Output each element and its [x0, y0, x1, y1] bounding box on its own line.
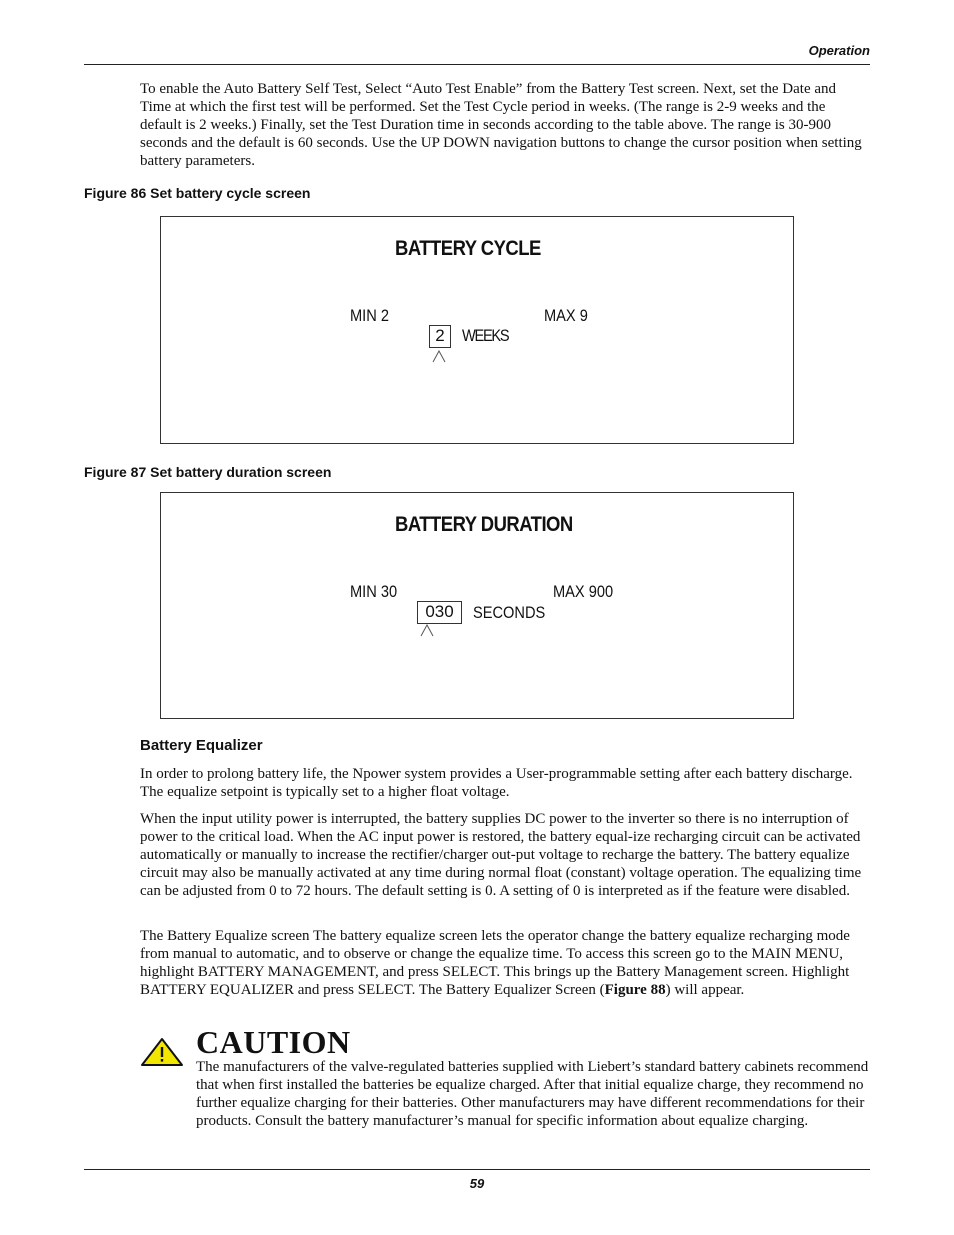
- max-label: MAX 900: [553, 582, 614, 601]
- seconds-value-field[interactable]: 030: [417, 601, 462, 624]
- cursor-caret-icon: [432, 350, 446, 363]
- warning-triangle-icon: [140, 1037, 184, 1067]
- section-heading: Battery Equalizer: [140, 737, 263, 754]
- min-label: MIN 2: [350, 306, 389, 325]
- weeks-value-field[interactable]: 2: [429, 325, 451, 348]
- battery-cycle-screen: [160, 216, 794, 444]
- unit-label: WEEKS: [462, 326, 509, 345]
- page-number: 59: [469, 1176, 485, 1191]
- paragraph-text: [140, 927, 870, 999]
- screen-title: BATTERY DURATION: [395, 513, 573, 536]
- paragraph-text: In order to prolong battery life, the Npower system provides a User-programmable setting after each battery discharge. The equalize setpoint is typically set to a higher float voltage.: [140, 766, 853, 800]
- caution-title: CAUTION: [196, 1024, 351, 1060]
- screen-title: BATTERY CYCLE: [395, 237, 541, 260]
- figure-87-caption: Figure 87 Set battery duration screen: [84, 464, 332, 480]
- paragraph-start: The Battery Equalize screen The battery equalize screen lets the operator change the battery equalize recharging mode from manual to automatic, and to observe or change the equalize time. To access this screen go to the MAIN MENU, highlight BATTERY MANAGEMENT, and press SELECT. This brings up the Battery Management screen. Highlight BATTERY EQUALIZER and press SELECT. The Battery Equalizer Screen (: [140, 928, 850, 998]
- header-rule: [84, 64, 870, 65]
- section-paragraph-1: [140, 765, 870, 801]
- battery-duration-screen: [160, 492, 794, 719]
- cursor-caret-icon: [420, 624, 434, 637]
- unit-label: SECONDS: [473, 603, 546, 622]
- paragraph-text: When the input utility power is interrupted, the battery supplies DC power to the inverter so there is no interruption of power to the critical load. When the AC input power is restored, the battery equal-ize recharging circuit can be activated automatically or manually to increase the rectifier/charger out-put voltage to recharge the battery. The battery equalize circuit may also be manually activated at any time during normal float (constant) voltage operation. The equalizing time can be adjusted from 0 to 72 hours. The default setting is 0. A setting of 0 is interpreted as if the feature were disabled.: [140, 811, 862, 899]
- section-paragraph-3: [140, 927, 870, 999]
- paragraph-end: ) will appear.: [665, 982, 745, 998]
- caution-body: The manufacturers of the valve-regulated batteries supplied with Liebert’s standard battery cabinets recommend that when first installed the batteries be equalize charged. After that initial equalize charge, they recommend no further equalize charging for their batteries. Other manufacturers may have different recommendations for their products. Consult the battery manufacturer’s manual for specific information about equalize charging.: [196, 1059, 869, 1129]
- intro-text: To enable the Auto Battery Self Test, Select “Auto Test Enable” from the Battery Test screen. Next, set the Date and Time at which the first test will be performed. Set the Test Cycle period in weeks. (The range is 2-9 weeks and the default is 2 weeks.) Finally, set the Test Duration time in seconds according to the table above. The range is 30-900 seconds and the default is 60 seconds. Use the UP DOWN navigation buttons to change the cursor position when setting battery parameters.: [140, 81, 862, 169]
- section-paragraph-2: [140, 810, 870, 900]
- footer-rule: [84, 1169, 870, 1170]
- max-label: MAX 9: [544, 306, 588, 325]
- min-label: MIN 30: [350, 582, 398, 601]
- running-header: Operation: [808, 43, 870, 58]
- intro-paragraph: [140, 80, 870, 170]
- figure-86-caption: Figure 86 Set battery cycle screen: [84, 185, 311, 201]
- figure-reference: Figure 88: [604, 982, 666, 998]
